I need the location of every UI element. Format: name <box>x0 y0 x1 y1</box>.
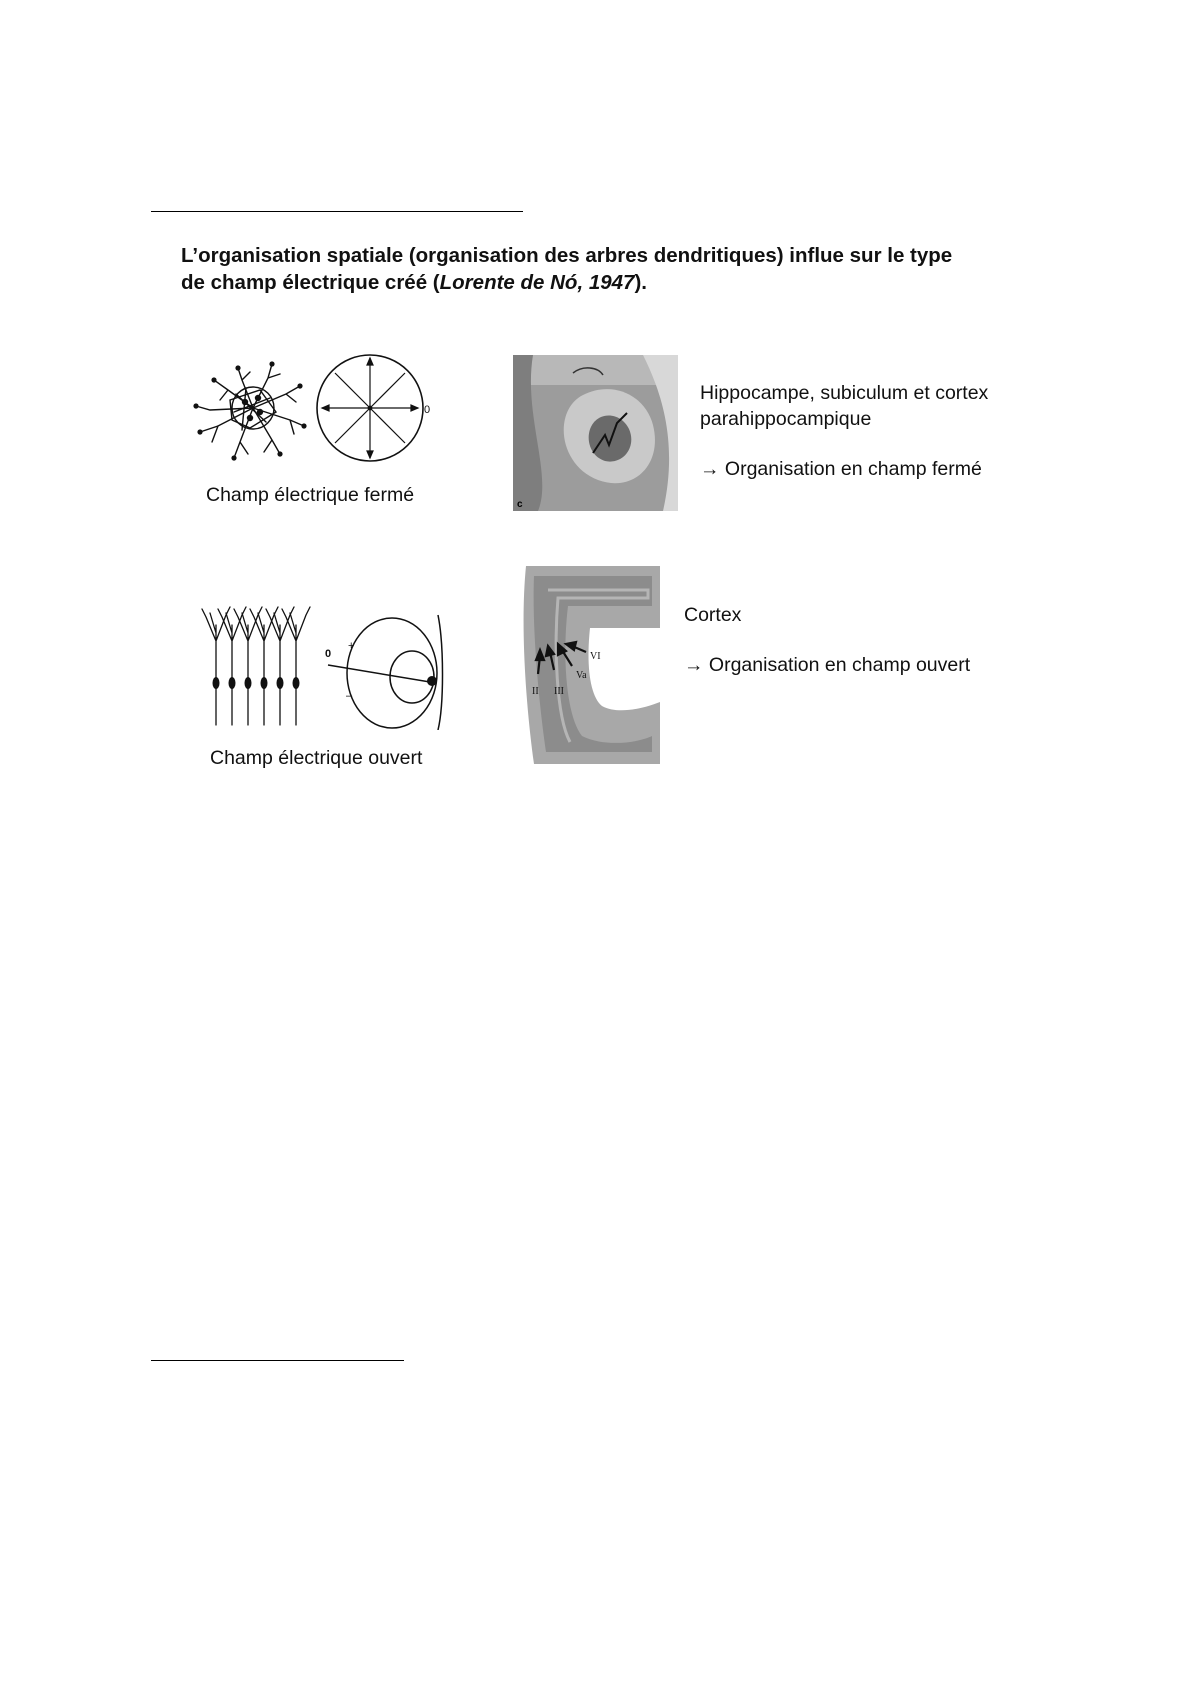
heading-line-2 <box>181 269 1021 296</box>
top-rule <box>151 211 523 212</box>
layer-label-va: Va <box>576 670 587 681</box>
page-heading <box>181 242 1021 296</box>
plus-label: + <box>348 640 355 652</box>
closed-field-diagram <box>190 350 440 475</box>
heading-line-2-prefix: de champ électrique créé ( <box>181 271 440 294</box>
cortex-photo <box>520 566 660 764</box>
photo-panel-label: c <box>517 499 523 510</box>
open-field-diagram <box>200 605 445 730</box>
heading-line-1: L’organisation spatiale (organisation des arbres dendritiques) influe sur le type <box>181 244 953 267</box>
heading-line-2-suffix: ). <box>634 271 647 294</box>
layer-label-vi: VI <box>590 651 601 662</box>
dipole-source <box>427 676 437 686</box>
open-field-conclusion <box>684 652 970 678</box>
closed-field-description-line-1: Hippocampe, subiculum et cortex <box>700 382 989 404</box>
dipole-field-lines <box>328 615 443 730</box>
pyramidal-cell-bodies <box>213 677 300 689</box>
closed-field-description <box>700 380 988 482</box>
layer-label-iii: III <box>554 686 564 697</box>
footnote-rule <box>151 1360 404 1361</box>
arrow-icon: → <box>684 654 704 676</box>
open-field-description <box>684 602 970 678</box>
arrow-icon: → <box>700 458 720 480</box>
pyramidal-neurons-drawing <box>202 607 310 725</box>
stellate-neurons-drawing <box>196 364 304 458</box>
open-field-conclusion-text: Organisation en champ ouvert <box>708 654 971 676</box>
layer-label-ii: II <box>532 686 539 697</box>
closed-field-conclusion <box>700 456 988 482</box>
neuron-bodies <box>193 361 306 460</box>
zero-label: 0 <box>424 404 431 416</box>
radial-arrows <box>322 358 418 458</box>
closed-field-conclusion-text: Organisation en champ fermé <box>724 458 982 480</box>
open-field-caption: Champ électrique ouvert <box>210 747 423 769</box>
hippocampus-photo <box>513 355 678 511</box>
open-field-description-text: Cortex <box>684 604 742 626</box>
minus-label: – <box>346 690 353 702</box>
closed-field-caption: Champ électrique fermé <box>206 484 415 506</box>
closed-field-description-line-2: parahippocampique <box>700 408 872 430</box>
open-zero-label: 0 <box>325 648 332 660</box>
heading-citation: Lorente de Nó, 1947 <box>439 271 635 294</box>
